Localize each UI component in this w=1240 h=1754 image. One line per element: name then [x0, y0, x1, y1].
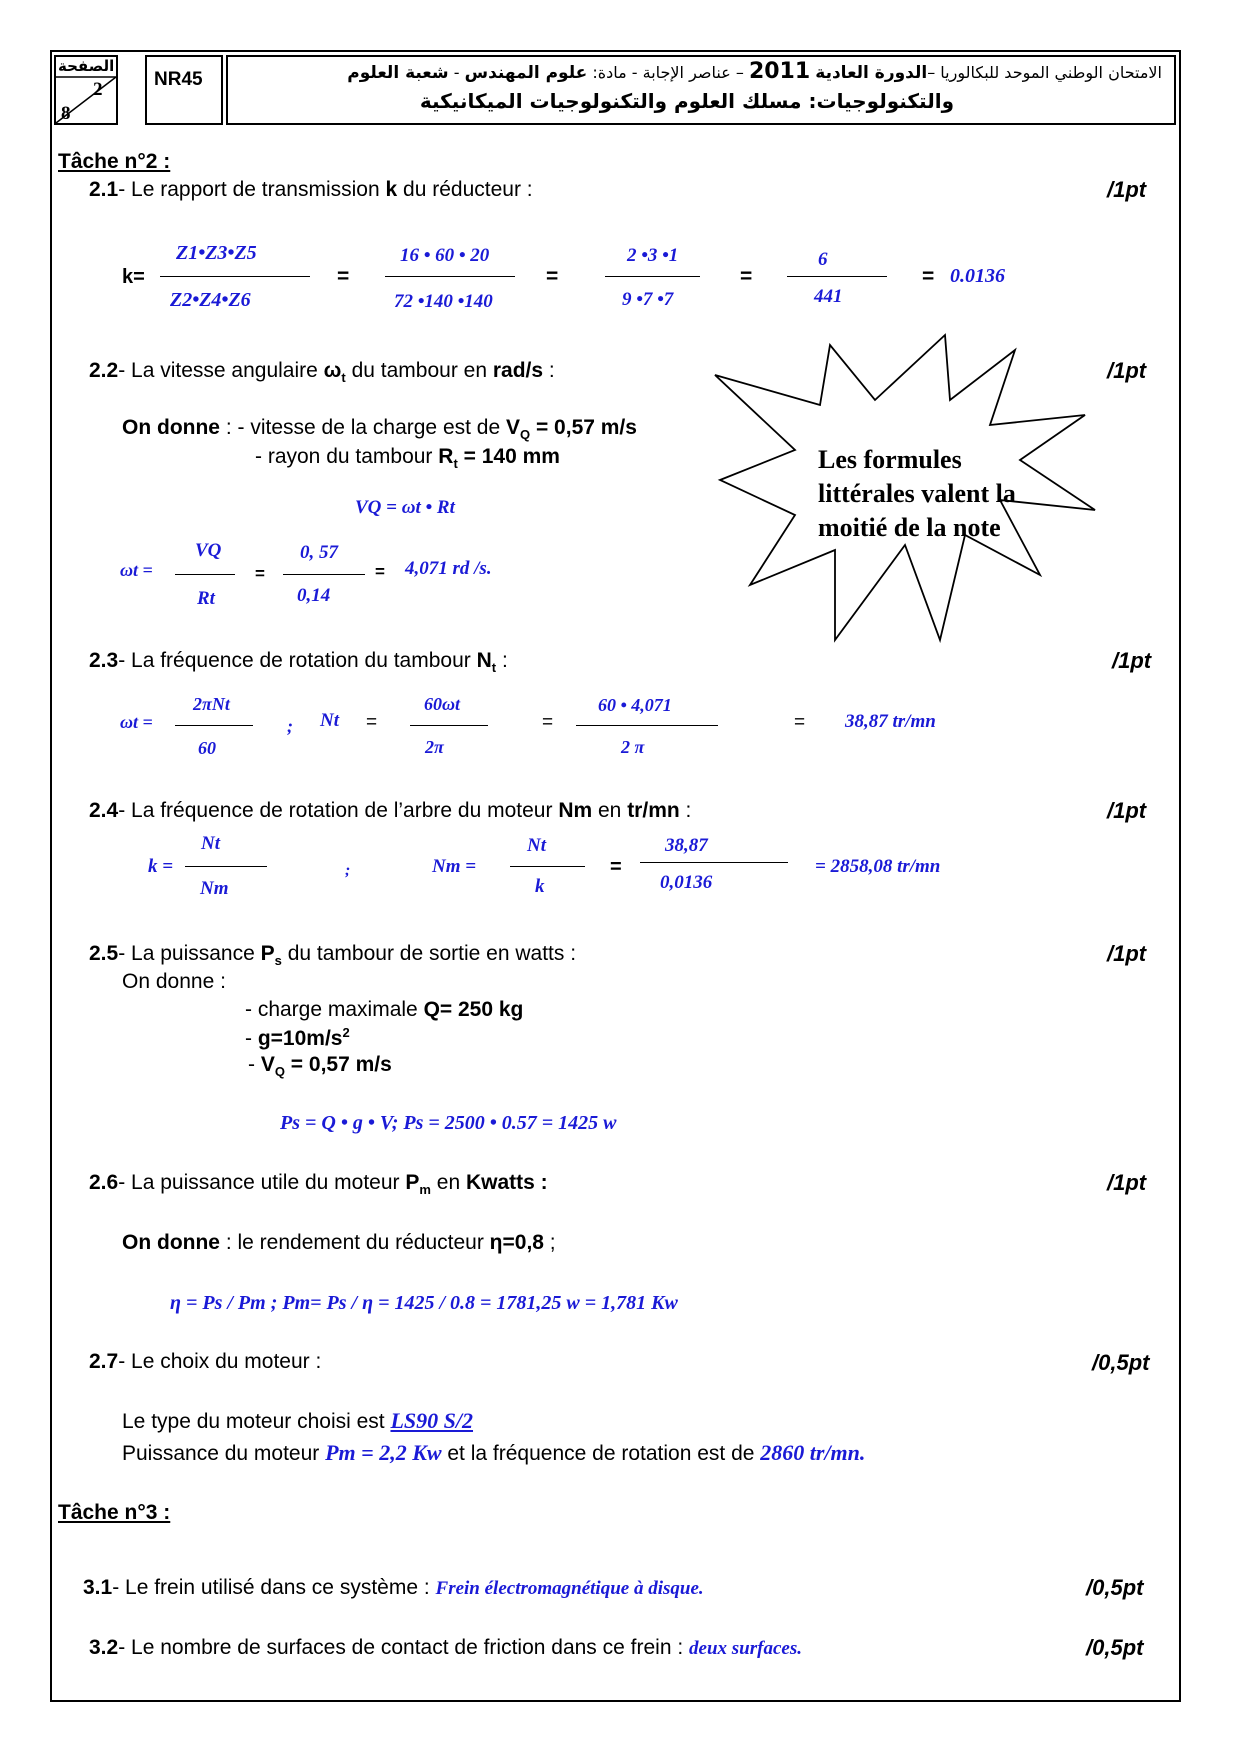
eq-sign: = [546, 265, 559, 288]
nm-f3-num: 38,87 [665, 835, 708, 856]
eq-sign: = [337, 265, 350, 288]
q-num: 2.6 [89, 1171, 119, 1194]
nt-result: 38,87 tr/mn [845, 711, 936, 732]
q3-1-points: /0,5pt [1086, 1575, 1144, 1600]
q2-1-points: /1pt [1107, 177, 1147, 202]
q-sym: P [405, 1171, 420, 1194]
q2-2-points: /1pt [1107, 358, 1147, 383]
q-unit: Kwatts : [465, 1171, 548, 1194]
title-year: 2011 [748, 59, 811, 84]
nm-f2-num: Nt [527, 835, 546, 856]
omega-f1-num: VQ [195, 540, 222, 561]
callout-line: moitié de la note [818, 513, 1001, 542]
given-text: - [245, 1027, 258, 1050]
omega-result: 4,071 rd /s. [405, 558, 492, 579]
q2-6-statement [89, 1171, 548, 1197]
eq-sign: = [542, 712, 554, 733]
task3-title: Tâche n°3 : [58, 1501, 171, 1524]
exam-title-line2: والتكنولوجيات: مسلك العلوم والتكنولوجيات الميكانيكية [419, 89, 954, 113]
eq-sign: = [740, 265, 753, 288]
q2-5-given-2 [245, 1025, 350, 1051]
q3-1-statement [83, 1576, 704, 1600]
q-num: 2.1 [89, 178, 119, 201]
q2-7-statement [89, 1350, 321, 1374]
fraction-line [185, 866, 267, 867]
q-text: : [679, 799, 692, 822]
fraction-line [410, 725, 488, 726]
exam-title-line1 [347, 59, 1162, 84]
given-label: On donne [122, 416, 220, 439]
given-text: ; [543, 1231, 556, 1254]
omega-f1-den: Rt [197, 588, 215, 609]
q2-2-given-2 [255, 445, 560, 471]
q-sym-sub: t [341, 370, 346, 386]
motor-type-label: Le type du moteur choisi est [122, 1410, 391, 1433]
eq-sign: = [375, 562, 385, 581]
q2-6-points: /1pt [1107, 1170, 1147, 1195]
q2-3-points: /1pt [1112, 648, 1152, 673]
given-value: Q= 250 kg [423, 998, 524, 1021]
given-sym: V [260, 1053, 275, 1076]
q2-5-given-1 [245, 998, 523, 1022]
fraction-line [283, 574, 365, 575]
given-label: On donne [122, 1231, 220, 1254]
omega-label: ωt = [120, 712, 153, 732]
q-num: 2.2 [89, 359, 119, 382]
sep: ; [345, 862, 351, 879]
q-text: : [543, 359, 555, 382]
vq-formula: VQ = ωt • Rt [355, 497, 455, 518]
ps-formula: Ps = Q • g • V; Ps = 2500 • 0.57 = 1425 w [280, 1112, 617, 1134]
nm-f1-num: Nt [201, 833, 220, 854]
omega-f2-den: 0,14 [297, 585, 331, 606]
given-text: : - vitesse de la charge est de [220, 416, 506, 439]
q-text: du tambour en [345, 359, 493, 382]
given-sym: R [438, 445, 454, 468]
brake-answer: Frein électromagnétique à disque. [435, 1578, 704, 1599]
nt-f2-den: 2π [425, 737, 444, 757]
page-number: 2 [93, 79, 103, 100]
q-text: - Le nombre de surfaces de contact de friction dans ce frein : [118, 1636, 690, 1659]
given-value: = 0,57 m/s [530, 416, 637, 439]
q2-4-points: /1pt [1107, 798, 1147, 823]
title-part2: – عناصر الإجابة - مادة: [592, 63, 744, 82]
k-f1-den: Z2•Z4•Z6 [170, 289, 251, 311]
sep: ; [287, 716, 293, 736]
given-text: : le rendement du réducteur [220, 1231, 490, 1254]
motor-power-line [122, 1440, 865, 1466]
q-text: - La puissance [118, 942, 261, 965]
k-f1-num: Z1•Z3•Z5 [176, 242, 257, 264]
fraction-line [576, 725, 718, 726]
nm-result: = 2858,08 tr/mn [815, 856, 941, 877]
surfaces-answer: deux surfaces. [689, 1638, 802, 1659]
given-sup: 2 [342, 1025, 350, 1040]
callout-line: Les formules [818, 445, 962, 474]
callout-line: littérales valent la [818, 479, 1016, 508]
nt-f1-den: 60 [198, 738, 216, 758]
pm-formula: η = Ps / Pm ; Pm= Ps / η = 1425 / 0.8 = 1781,25 w = 1,781 Kw [170, 1292, 678, 1314]
q-sym: P [260, 942, 275, 965]
q-sym: N [476, 649, 492, 672]
k-label: k= [122, 266, 145, 288]
nt-f3-num: 60 • 4,071 [598, 695, 672, 715]
q-text: - Le frein utilisé dans ce système : [112, 1576, 436, 1599]
motor-freq-label: et la fréquence de rotation est de [441, 1442, 761, 1465]
motor-type-value: LS90 S/2 [390, 1408, 474, 1433]
task2-title: Tâche n°2 : [58, 150, 171, 173]
q3-2-statement [89, 1636, 802, 1660]
q2-3-statement [89, 649, 508, 675]
fraction-line [175, 574, 235, 575]
q-text: du tambour de sortie en watts : [281, 942, 577, 965]
q-text: - La fréquence de rotation de l’arbre du moteur [118, 799, 559, 822]
omega-f2-num: 0, 57 [300, 542, 338, 563]
q2-5-given-3 [248, 1053, 392, 1079]
k-f2-num: 16 • 60 • 20 [400, 245, 490, 266]
q2-4-statement [89, 799, 691, 823]
nm-label: Nm = [432, 856, 477, 877]
given-text: - charge maximale [245, 998, 424, 1021]
q2-5-statement [89, 942, 576, 968]
k-result: 0.0136 [950, 265, 1005, 287]
eq-sign: = [255, 564, 265, 583]
q-text: du réducteur : [397, 178, 533, 201]
eq-sign: = [922, 265, 935, 288]
exam-title-box [226, 55, 1176, 125]
k-label: k = [148, 856, 174, 877]
title-subject: علوم المهندس [464, 63, 588, 83]
given-sym: V [505, 416, 520, 439]
q-sym: k [385, 178, 398, 201]
motor-type-line [122, 1408, 473, 1434]
q2-1-statement [89, 178, 533, 202]
q-text: en [430, 1171, 466, 1194]
k-f2-den: 72 •140 •140 [394, 291, 493, 312]
q-num: 2.5 [89, 942, 119, 965]
q-num: 2.3 [89, 649, 119, 672]
given-value: = 140 mm [457, 445, 560, 468]
nt-label: Nt [320, 710, 339, 731]
eq-sign: = [794, 712, 806, 733]
k-f3-num: 2 •3 •1 [627, 245, 679, 266]
nm-f2-den: k [535, 876, 545, 897]
nm-f3-den: 0,0136 [660, 872, 713, 893]
given-label: On donne : [122, 970, 226, 993]
eq-sign: = [366, 712, 378, 733]
q2-7-points: /0,5pt [1092, 1350, 1150, 1375]
motor-power-label: Puissance du moteur [122, 1442, 326, 1465]
q-sym-sub: m [419, 1182, 431, 1198]
q-sym: ω [323, 359, 342, 382]
motor-freq-value: 2860 tr/mn. [760, 1440, 866, 1465]
exam-code: NR45 [145, 55, 223, 125]
callout-text [818, 443, 1016, 545]
fraction-line [160, 276, 310, 277]
q-sym-sub: s [274, 953, 282, 969]
q-text: - Le rapport de transmission [118, 178, 386, 201]
fraction-line [385, 276, 515, 277]
given-value: = 0,57 m/s [284, 1053, 392, 1076]
page-number-box [54, 55, 118, 125]
given-value: g=10m/s [257, 1027, 343, 1050]
q-unit: tr/mn [627, 799, 680, 822]
k-f4-num: 6 [818, 249, 828, 270]
q-num: 2.4 [89, 799, 119, 822]
motor-power-value: Pm = 2,2 Kw [325, 1440, 442, 1465]
q-text: : [496, 649, 508, 672]
given-sub: Q [274, 1064, 285, 1080]
q-num: 2.7 [89, 1350, 119, 1373]
title-dash: - [453, 63, 460, 82]
q2-5-points: /1pt [1107, 941, 1147, 966]
given-text: - rayon du tambour [255, 445, 439, 468]
q-sym-sub: t [491, 660, 497, 676]
title-part1: الامتحان الوطني الموحد للبكالوريا – [927, 63, 1162, 82]
k-f3-den: 9 •7 •7 [622, 289, 674, 310]
q-sym: Nm [558, 799, 593, 822]
total-pages: 8 [61, 103, 71, 124]
page-label: الصفحة [58, 57, 115, 75]
q2-2-given-1 [122, 416, 637, 442]
q-unit: rad/s [492, 359, 544, 382]
q2-2-statement [89, 359, 555, 385]
given-text: - [248, 1053, 261, 1076]
fraction-line [787, 276, 887, 277]
title-session: الدورة العادية [815, 63, 928, 83]
given-value: η=0,8 [489, 1231, 544, 1254]
fraction-line [175, 725, 253, 726]
q-num: 3.2 [89, 1636, 119, 1659]
q-text: - Le choix du moteur : [118, 1350, 322, 1373]
eq-sign: = [610, 856, 622, 878]
title-branch: شعبة العلوم [347, 63, 449, 83]
fraction-line [510, 866, 585, 867]
nt-f1-num: 2πNt [193, 694, 230, 714]
nm-f1-den: Nm [200, 878, 229, 899]
nt-f2-num: 60ωt [424, 694, 461, 714]
q-text: - La vitesse angulaire [118, 359, 324, 382]
q-text: - La fréquence de rotation du tambour [118, 649, 477, 672]
q-text: - La puissance utile du moteur [118, 1171, 406, 1194]
q-text: en [592, 799, 628, 822]
given-sub: Q [520, 427, 531, 443]
q2-6-given [122, 1231, 556, 1255]
q-num: 3.1 [83, 1576, 113, 1599]
given-sub: t [453, 456, 458, 472]
fraction-line [640, 862, 788, 863]
omega-label: ωt = [120, 560, 153, 580]
nt-f3-den: 2 π [621, 737, 645, 757]
k-f4-den: 441 [814, 286, 843, 307]
q3-2-points: /0,5pt [1086, 1635, 1144, 1660]
fraction-line [605, 276, 700, 277]
